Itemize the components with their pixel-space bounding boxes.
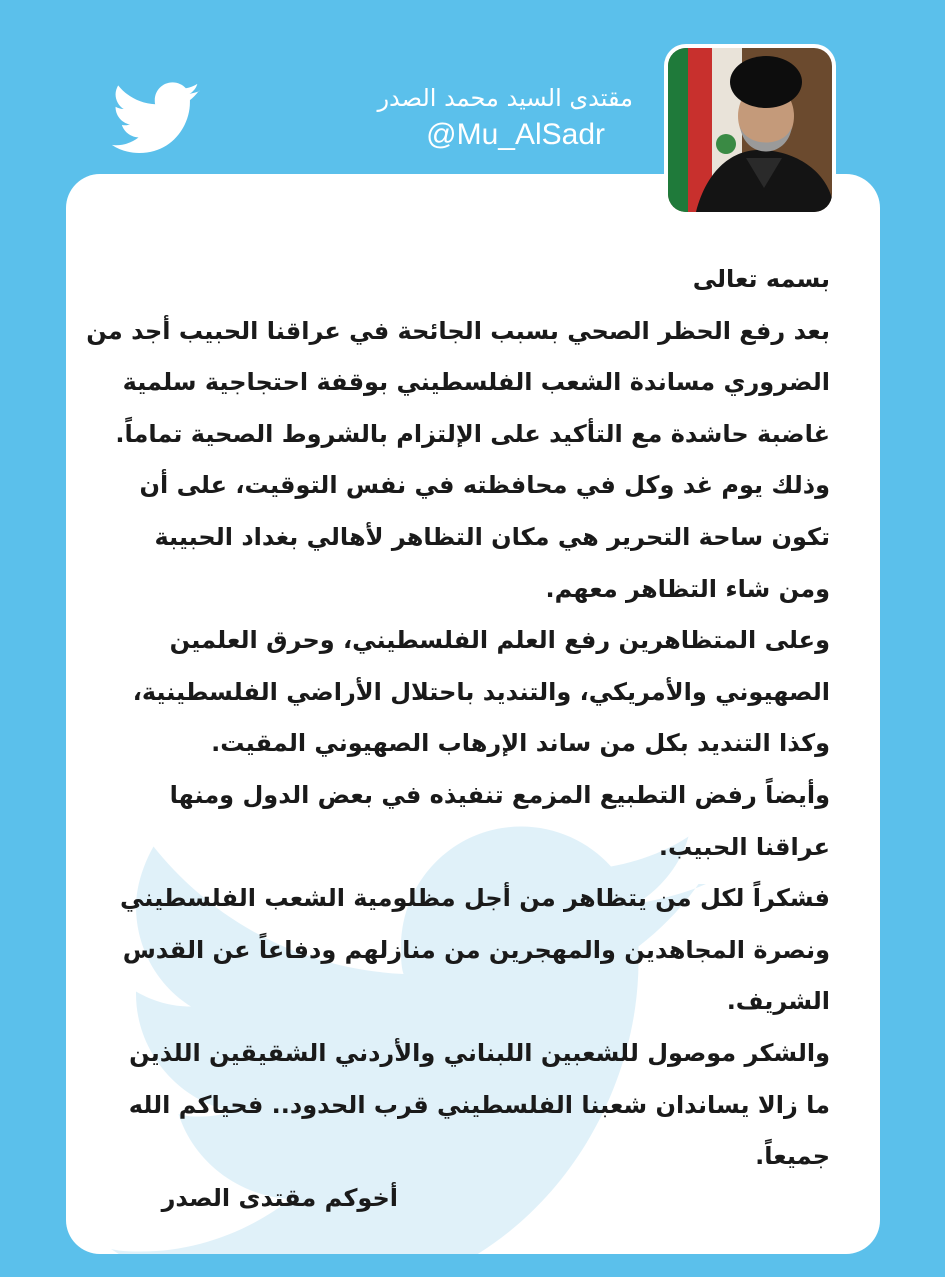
tweet-line: غاضبة حاشدة مع التأكيد على الإلتزام بالشروط الصحية تماماً. — [115, 419, 830, 448]
tweet-line: بسمه تعالى — [692, 265, 830, 293]
tweet-line: وذلك يوم غد وكل في محافظته في نفس التوقيت، على أن — [139, 471, 830, 500]
tweet-line: وأيضاً رفض التطبيع المزمع تنفيذه في بعض الدول ومنها — [169, 780, 830, 809]
tweet-line: جميعاً. — [755, 1142, 830, 1171]
tweet-line: عراقنا الحبيب. — [658, 832, 830, 861]
tweet-line: فشكراً لكل من يتظاهر من أجل مظلومية الشعب الفلسطيني — [119, 884, 830, 913]
tweet-line: وكذا التنديد بكل من ساند الإرهاب الصهيوني المقيت. — [211, 729, 830, 758]
author-handle[interactable]: @Mu_AlSadr — [426, 118, 605, 151]
tweet-card — [66, 174, 880, 1254]
tweet-line: ومن شاء التظاهر معهم. — [545, 574, 830, 603]
tweet-line: والشكر موصول للشعبين اللبناني والأردني الشقيقين اللذين — [129, 1038, 830, 1067]
avatar[interactable] — [668, 48, 832, 212]
tweet-line: الضروري مساندة الشعب الفلسطيني بوقفة احتجاجية سلمية — [122, 368, 830, 397]
tweet-line: وعلى المتظاهرين رفع العلم الفلسطيني، وحرق العلمين — [169, 626, 830, 655]
avatar-frame[interactable] — [664, 44, 836, 216]
tweet-line: بعد رفع الحظر الصحي بسبب الجائحة في عراقنا الحبيب أجد من — [86, 316, 830, 345]
tweet-line: ما زالا يساندان شعبنا الفلسطيني قرب الحدود.. فحياكم الله — [128, 1090, 830, 1119]
tweet-body — [86, 254, 830, 1183]
tweet-line: تكون ساحة التحرير هي مكان التظاهر لأهالي بغداد الحبيبة — [154, 522, 830, 551]
tweet-line: ونصرة المجاهدين والمهجرين من منازلهم ودفاعاً عن القدس — [122, 935, 830, 964]
tweet-line: الصهيوني والأمريكي، والتنديد باحتلال الأراضي الفلسطينية، — [132, 677, 830, 706]
tweet-line: الشريف. — [726, 987, 830, 1016]
tweet-signature: أخوكم مقتدى الصدر — [161, 1184, 398, 1212]
twitter-bird-icon — [112, 82, 202, 156]
author-name[interactable]: مقتدى السيد محمد الصدر — [377, 84, 633, 112]
